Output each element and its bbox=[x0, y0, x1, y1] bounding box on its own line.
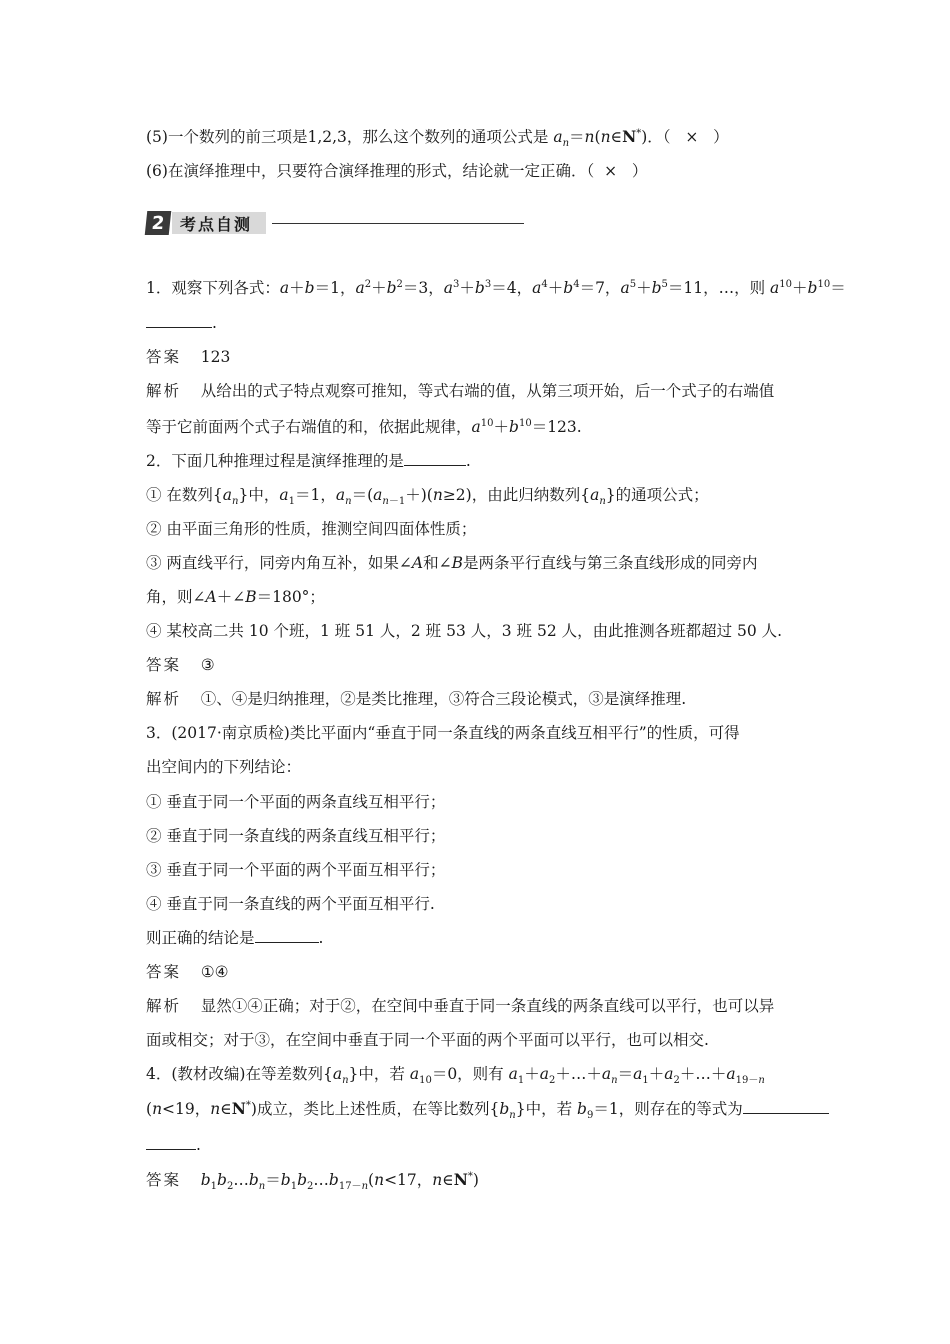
question-3-analysis-cont: 面或相交；对于③，在空间中垂直于同一个平面的两个平面可以平行，也可以相交. bbox=[146, 1031, 709, 1049]
question-3-option-4: ④ 垂直于同一条直线的两个平面互相平行. bbox=[146, 895, 435, 913]
question-1-analysis bbox=[146, 381, 774, 401]
question-1-answer bbox=[146, 347, 230, 367]
answer-label: 答案 bbox=[146, 656, 182, 674]
analysis-text: 从给出的式子特点观察可推知，等式右端的值，从第三项开始，后一个式子的右端值 bbox=[200, 382, 775, 400]
answer-value: ③ bbox=[200, 656, 215, 674]
answer-blank bbox=[255, 928, 319, 943]
question-1-blank-line: . bbox=[146, 313, 217, 333]
analysis-text: ①、④是归纳推理，②是类比推理，③符合三段论模式，③是演绎推理. bbox=[200, 690, 687, 708]
answer-blank bbox=[743, 1099, 829, 1114]
question-3-conclusion: 则正确的结论是 . bbox=[146, 929, 324, 947]
section-divider bbox=[272, 223, 524, 224]
question-3-option-2: ② 垂直于同一条直线的两条直线互相平行； bbox=[146, 827, 446, 845]
question-2-analysis bbox=[146, 689, 686, 709]
question-3: 3．(2017·南京质检)类比平面内“垂直于同一条直线的两条直线互相平行”的性质，可得 bbox=[146, 724, 740, 742]
analysis-label: 解析 bbox=[146, 997, 182, 1015]
question-3-option-1: ① 垂直于同一个平面的两条直线互相平行； bbox=[146, 793, 446, 811]
statement-5: (5)一个数列的前三项是1,2,3，那么这个数列的通项公式是 $a_n=n(n\in N^*)$．（ × ） bbox=[146, 127, 729, 150]
question-2: 2．下面几种推理过程是演绎推理的是 . bbox=[146, 452, 471, 470]
analysis-label: 解析 bbox=[146, 382, 182, 400]
analysis-text: 显然①④正确；对于②，在空间中垂直于同一条直线的两条直线可以平行，也可以异 bbox=[200, 997, 775, 1015]
answer-blank bbox=[146, 1135, 196, 1150]
conclusion-text: 则正确的结论是 bbox=[146, 929, 255, 947]
question-4: 4．(教材改编)在等差数列$\{a_n\}$中，若 $a_{10}=0$，则有 $a_1+a_2+\dots+a_n=a_1+a_2+\dots+a_{19-n}$ bbox=[146, 1065, 765, 1087]
question-1-analysis-cont: 等于它前面两个式子右端值的和，依据此规律，$a^{10}+b^{10}=123$. bbox=[146, 417, 582, 436]
question-4-answer: 答案 $b_1b_2\dots b_n=b_1b_2\dots b_{17-n}(n<17$，n∈N*) bbox=[146, 1170, 479, 1193]
answer-label: 答案 bbox=[146, 963, 182, 981]
question-4-cont: (n<19，n∈N*)成立，类比上述性质，在等比数列$\{b_n\}$中，若 $b_9=1$，则存在的等式为 bbox=[146, 1099, 829, 1119]
option-text: ③ 两直线平行，同旁内角互补，如果∠ bbox=[146, 554, 412, 572]
answer-value: ①④ bbox=[200, 963, 229, 981]
question-2-answer bbox=[146, 655, 215, 675]
answer-label: 答案 bbox=[146, 348, 182, 366]
question-2-option-4: ④ 某校高二共 10 个班，1 班 51 人，2 班 53 人，3 班 52 人，由此推测各班都超过 50 人. bbox=[146, 622, 783, 640]
answer-blank bbox=[146, 313, 212, 328]
question-3-cont: 出空间内的下列结论： bbox=[146, 758, 302, 776]
analysis-label: 解析 bbox=[146, 690, 182, 708]
question-3-option-3: ③ 垂直于同一个平面的两个平面互相平行； bbox=[146, 861, 446, 879]
statement-5-text: (5)一个数列的前三项是1,2,3，那么这个数列的通项公式是 bbox=[146, 128, 554, 146]
statement-6: (6)在演绎推理中，只要符合演绎推理的形式，结论就一定正确．（ × ） bbox=[146, 162, 648, 180]
answer-blank bbox=[404, 451, 466, 466]
statement-6-mark: × bbox=[604, 162, 618, 180]
question-2-stem: 2．下面几种推理过程是演绎推理的是 bbox=[146, 452, 404, 470]
question-4-stem: 成立，类比上述性质，在等比数列{ bbox=[256, 1100, 500, 1118]
question-3-analysis bbox=[146, 996, 774, 1016]
section-header bbox=[146, 210, 524, 236]
question-1: 1．观察下列各式：a＋b＝1，$a^2+b^2=3$，$a^3+b^3=4$，$a^4+b^4=7$，$a^5+b^5=11$，…，则 $a^{10}+b^{10}=$ bbox=[146, 278, 846, 297]
question-3-answer bbox=[146, 962, 229, 982]
section-title: 考点自测 bbox=[172, 212, 266, 234]
option-text: 是两条平行直线与第三条直线形成的同旁内 bbox=[463, 554, 758, 572]
answer-value: 123 bbox=[200, 348, 231, 366]
question-4-stem: 4．(教材改编)在等差数列{ bbox=[146, 1065, 333, 1083]
statement-5-mark: × bbox=[685, 128, 699, 146]
analysis-text: 等于它前面两个式子右端值的和，依据此规律， bbox=[146, 418, 472, 436]
question-2-option-2: ② 由平面三角形的性质，推测空间四面体性质； bbox=[146, 520, 477, 538]
section-number: 2 bbox=[145, 211, 172, 235]
question-2-option-3: ③ 两直线平行，同旁内角互补，如果∠A和∠B是两条平行直线与第三条直线形成的同旁内 bbox=[146, 554, 758, 572]
question-2-option-3-cont: 角，则∠A＋∠B＝180°； bbox=[146, 588, 325, 606]
question-2-option-1: ① 在数列$\{a_n\}$中，$a_1=1$，$a_n=(a_{n-1}+)(n\ge 2)$，由此归纳数列$\{a_n\}$的通项公式； bbox=[146, 486, 709, 508]
answer-label: 答案 bbox=[146, 1171, 182, 1189]
question-4-blank-line: . bbox=[146, 1135, 201, 1155]
question-1-prefix: 1．观察下列各式： bbox=[146, 279, 280, 297]
option-text: 角，则∠ bbox=[146, 588, 206, 606]
statement-6-text: (6)在演绎推理中，只要符合演绎推理的形式，结论就一定正确．（ bbox=[146, 162, 595, 180]
